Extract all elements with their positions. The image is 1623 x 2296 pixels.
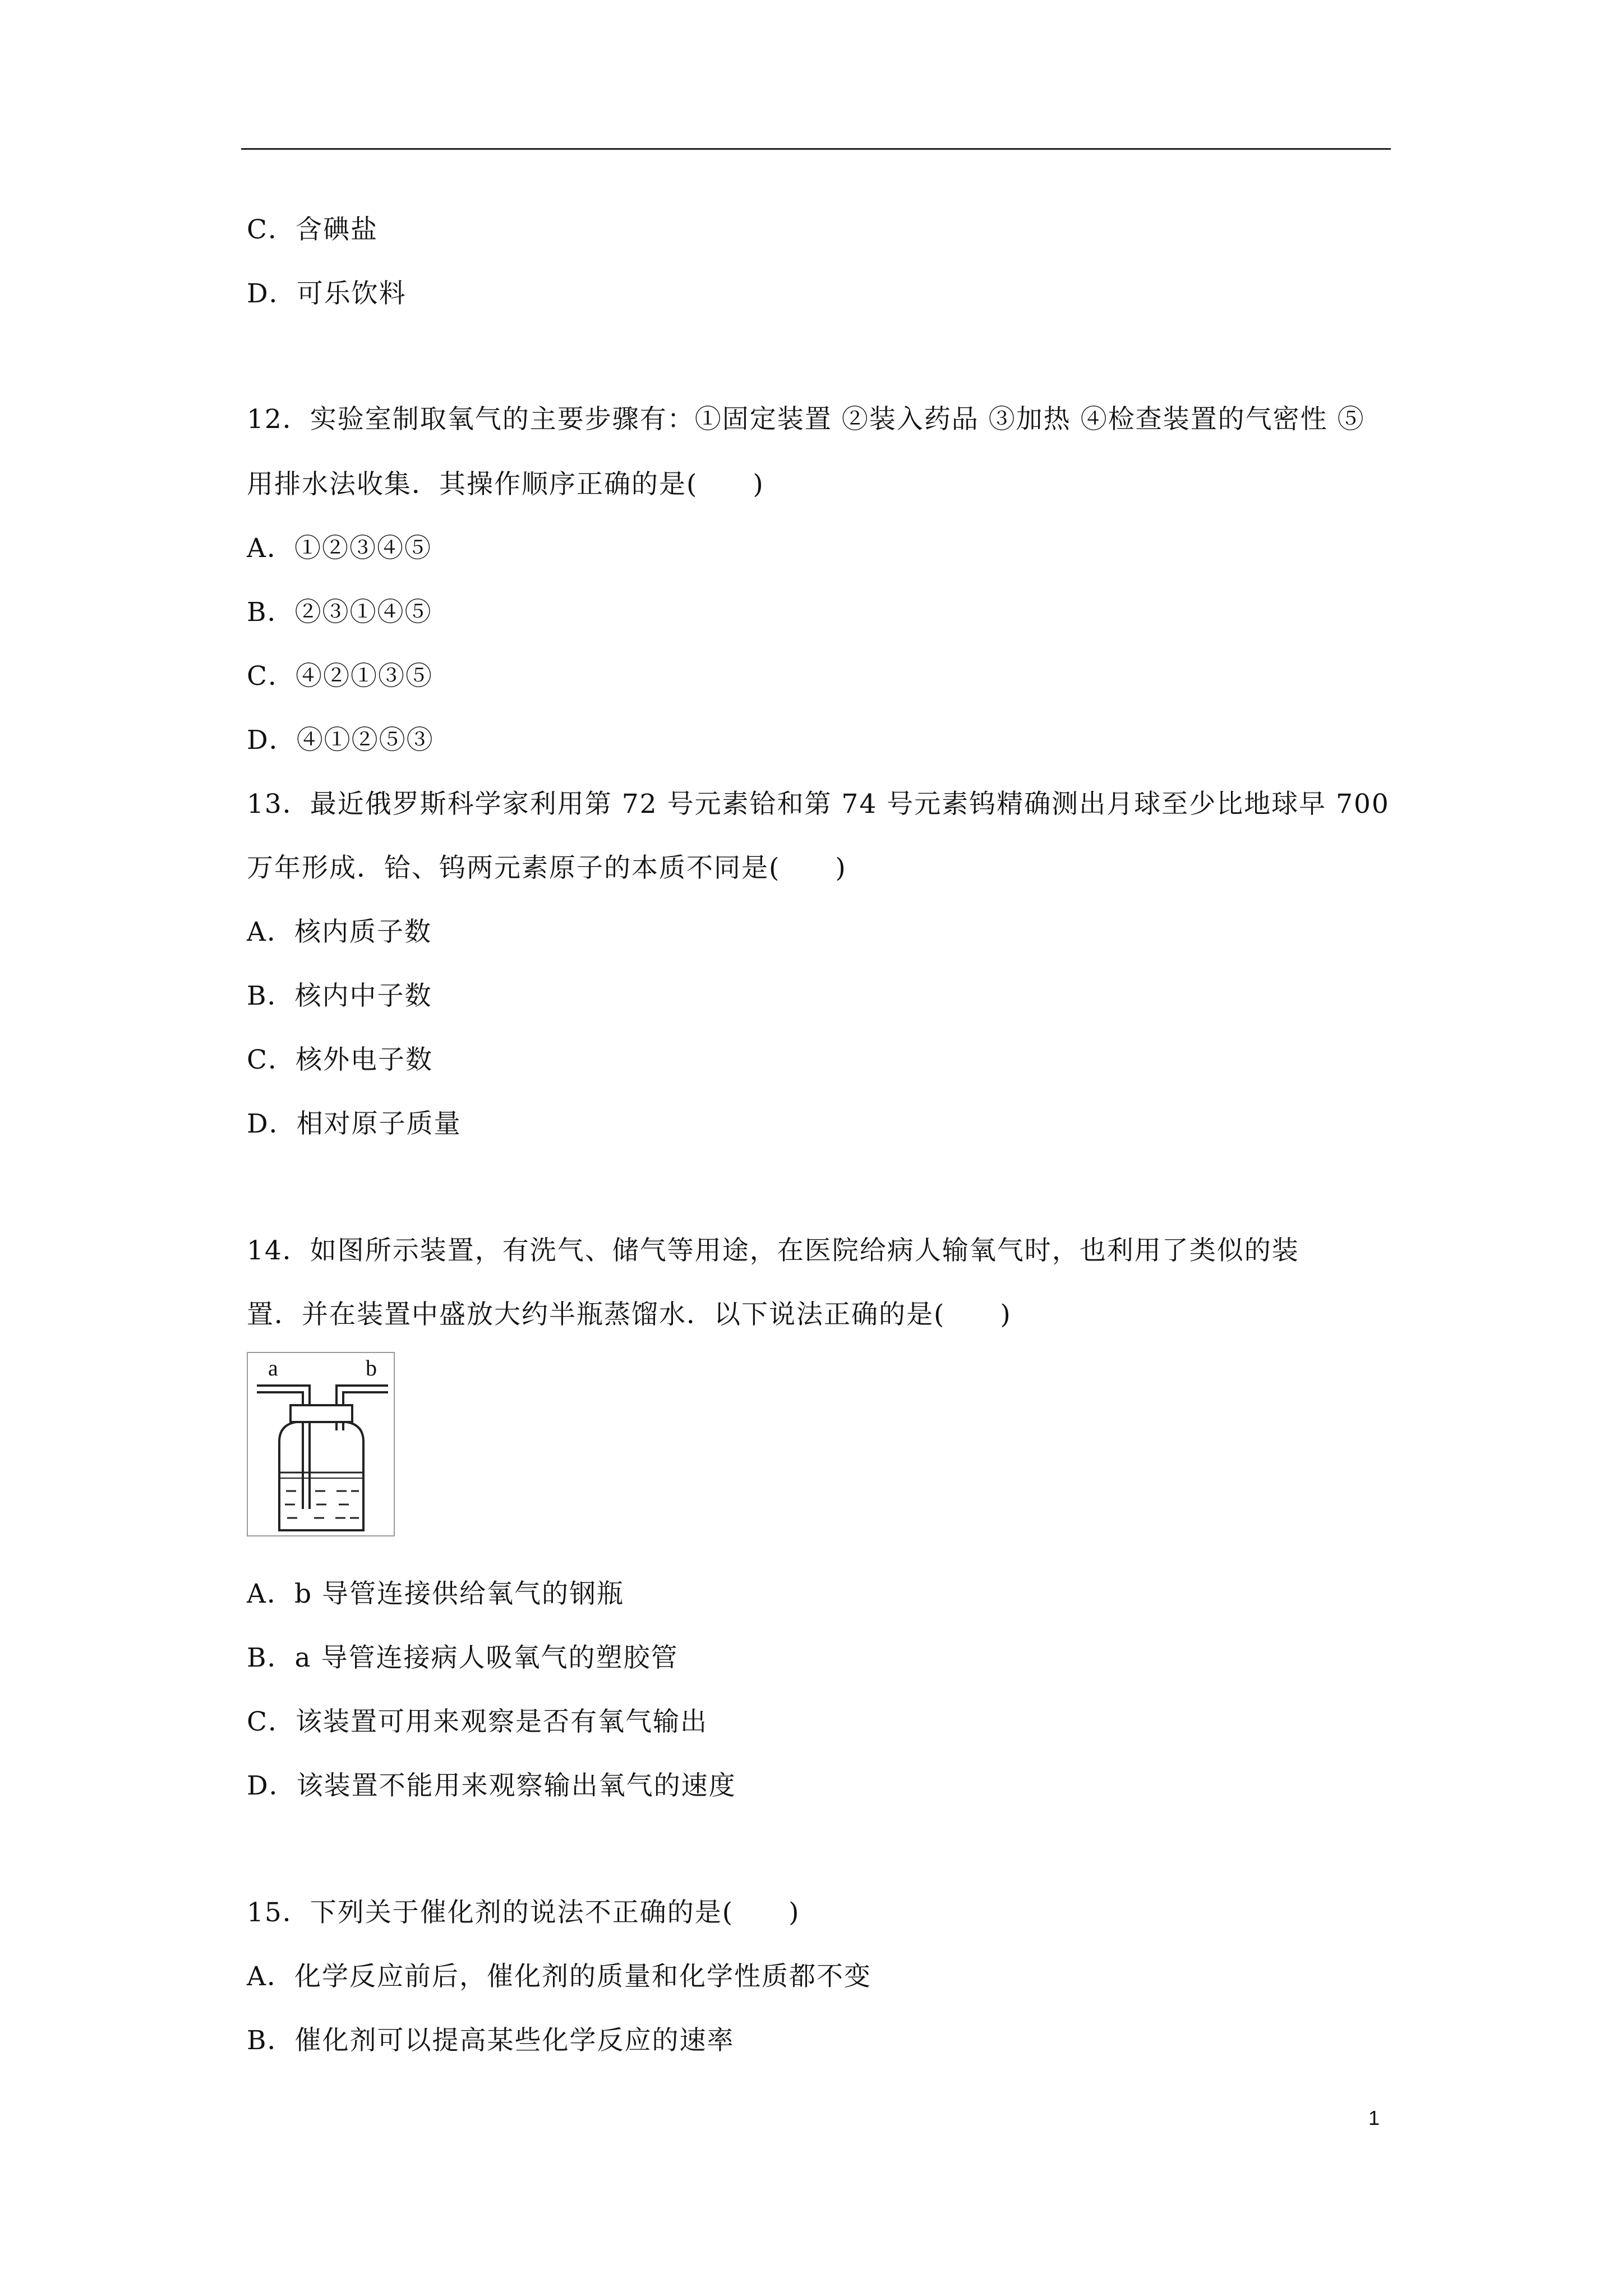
q12-option-c: C．④②①③⑤ [247,661,433,692]
tube-label-b: b [366,1355,377,1381]
q15-option-b: B．催化剂可以提高某些化学反应的速率 [247,2025,735,2056]
page-number: 1 [1368,2106,1380,2129]
q14-option-c: C．该装置可用来观察是否有氧气输出 [247,1706,708,1737]
q14-option-b: B．a 导管连接病人吸氧气的塑胶管 [247,1642,679,1673]
q13-option-a: A．核内质子数 [247,917,432,947]
q12-stem-line-1: 12．实验室制取氧气的主要步骤有：①固定装置 ②装入药品 ③加热 ④检查装置的气密性 ⑤ [247,404,1365,435]
q14-option-a: A．b 导管连接供给氧气的钢瓶 [247,1579,624,1609]
q15-stem-line-1: 15．下列关于催化剂的说法不正确的是( ) [247,1897,800,1928]
q13-stem-line-1: 13．最近俄罗斯科学家利用第 72 号元素铪和第 74 号元素钨精确测出月球至少比地球早 700 [247,789,1390,820]
q12-option-b: B．②③①④⑤ [247,597,432,628]
q13-option-b: B．核内中子数 [247,981,432,1011]
gas-washing-bottle-diagram [247,1352,395,1537]
q12-stem-line-2: 用排水法收集．其操作顺序正确的是( ) [247,469,764,500]
q14-option-d: D．该装置不能用来观察输出氧气的速度 [247,1770,736,1801]
q13-option-d: D．相对原子质量 [247,1108,462,1139]
q12-option-a: A．①②③④⑤ [247,533,432,564]
q14-stem-line-2: 置．并在装置中盛放大约半瓶蒸馏水．以下说法正确的是( ) [247,1299,1012,1330]
q13-option-c: C．核外电子数 [247,1045,433,1075]
header-rule [241,148,1391,150]
gas-washing-bottle-figure [247,1352,395,1537]
q12-option-d: D．④①②⑤③ [247,725,434,756]
q13-stem-line-2: 万年形成．铪、钨两元素原子的本质不同是( ) [247,853,847,884]
tube-label-a: a [268,1355,278,1381]
q11-option-d: D．可乐饮料 [247,278,407,309]
q15-option-a: A．化学反应前后，催化剂的质量和化学性质都不变 [247,1961,872,1992]
q14-stem-line-1: 14．如图所示装置，有洗气、储气等用途，在医院给病人输氧气时，也利用了类似的装 [247,1235,1299,1266]
q11-option-c: C．含碘盐 [247,214,378,245]
